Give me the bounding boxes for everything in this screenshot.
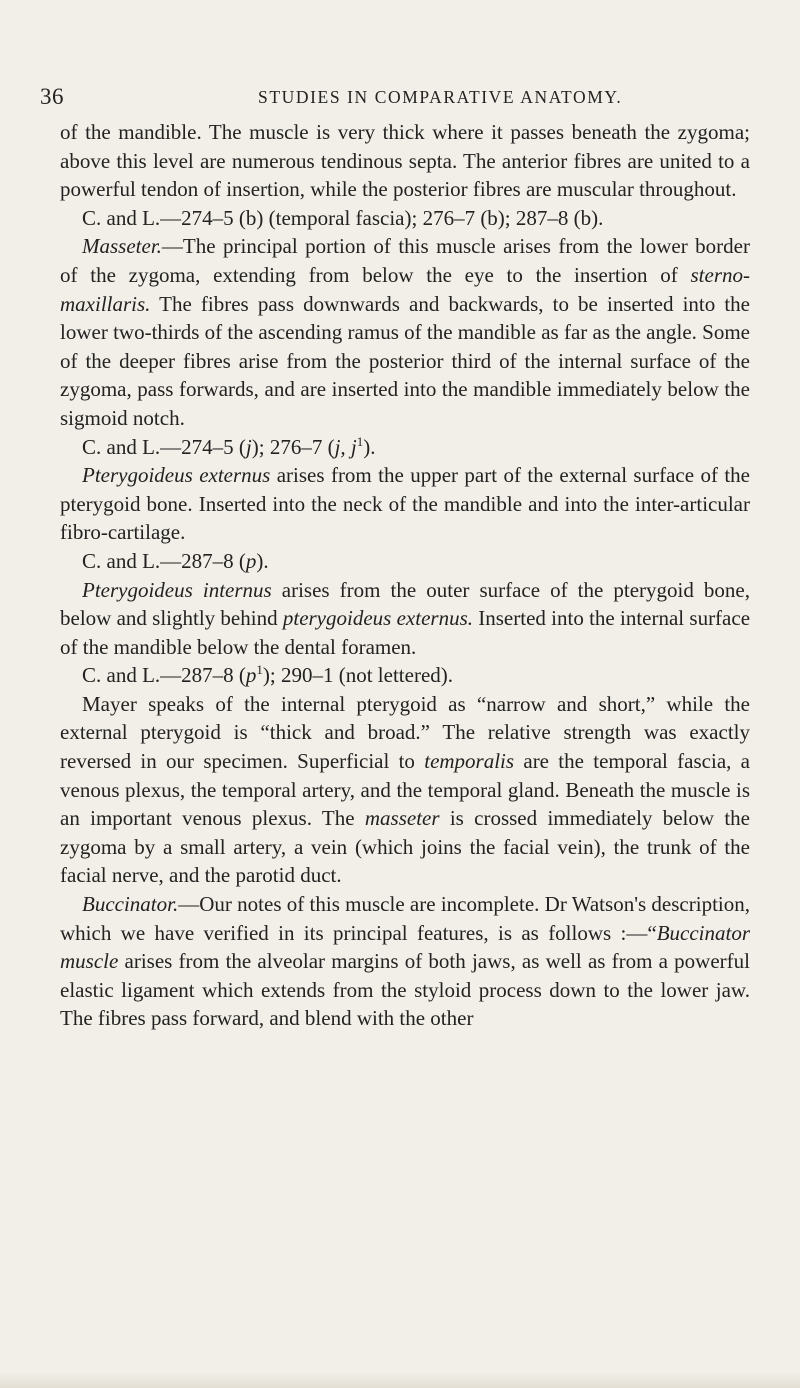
paragraph-masseter [60,232,750,432]
reference-temporalis: C. and L.—274–5 (b) (temporal fascia); 276–7 (b); 287–8 (b). [82,205,604,230]
mayer-text-3: is crossed immediately below the zygoma by a small artery, a vein (which joins the facial vein), the trunk of the facial nerve, and the parotid duct. [60,806,751,888]
paragraph-mayer [60,690,750,890]
reference-masseter: C. and L.—274–5 (j); 276–7 (j, $j^1$). [82,433,376,459]
mayer-emphasis-temporalis: temporalis [424,749,515,774]
buccinator-emphasis: Buccinator muscle [60,920,750,974]
heading-pterygoideus-externus: Pterygoideus externus [82,463,271,488]
paragraph-pterygoideus-internus [60,576,750,662]
paragraph-temporalis-continued: of the mandible. The muscle is very thick where it passes beneath the zygoma; above this level are numerous tendinous septa. The anterior fibres are united to a powerful tendon of insertion, while the posterior fibres are muscular throughout. [60,120,750,202]
pterygoideus-internus-text-1: arises from the outer surface of the pterygoid bone, below and slightly behind [60,577,750,631]
mayer-text-1: Mayer speaks of the internal pterygoid as “narrow and short,” while the external pterygoid is “thick and broad.” The relative strength was exactly reversed in our specimen. Superficial to [60,691,750,774]
masseter-text-2: The fibres pass downwards and backwards, to be inserted into the lower two-thirds of the ascending ramus of the mandible as far as the angle. Some of the deeper fibres arise from the posterior third of the internal surface of the zygoma, pass forwards, and are inserted into the mandible immediately below the sigmoid notch. [60,291,750,430]
heading-buccinator: Buccinator. [82,892,179,917]
mayer-text-2: are the temporal fascia, a venous plexus, the temporal artery, and the temporal gland. Beneath the muscle is an important venous plexus. The [60,749,751,831]
masseter-emphasis: sterno-maxillaris. [60,262,750,316]
pterygoideus-externus-text: arises from the upper part of the external surface of the pterygoid bone. Inserted into the neck of the mandible and into the inter-articular fibro-cartilage. [60,463,750,545]
heading-pterygoideus-internus: Pterygoideus internus [82,577,272,602]
buccinator-text-2: arises from the alveolar margins of both jaws, as well as from a powerful elastic ligament which extends from the styloid process down to the lower jaw. The fibres pass forward, and blend with the other [60,949,750,1031]
paragraph-buccinator [60,890,750,1033]
reference-pterygoideus-externus: C. and L.—287–8 (p). [82,548,269,573]
pterygoideus-internus-emphasis: pterygoideus externus. [282,606,473,631]
running-header [40,84,770,112]
masseter-text-1: —The principal portion of this muscle arises from the lower border of the zygoma, extending from below the eye to the insertion of [60,234,750,287]
reference-pterygoideus-internus: C. and L.—287–8 $(p^1)$; 290–1 (not lettered). [82,662,454,688]
running-title: STUDIES IN COMPARATIVE ANATOMY. [258,87,623,107]
page-bottom-edge [0,1372,800,1388]
heading-masseter: Masseter. [82,234,162,259]
paragraph-pterygoideus-externus [60,461,750,547]
body-text [60,118,750,1033]
mayer-emphasis-masseter: masseter [364,806,440,831]
page-number: 36 [40,84,64,109]
pterygoideus-internus-text-2: Inserted into the internal surface of the mandible below the dental foramen. [60,606,751,659]
buccinator-text-1: —Our notes of this muscle are incomplete. Dr Watson's description, which we have verified in its principal features, is as follows :—“ [60,892,750,945]
